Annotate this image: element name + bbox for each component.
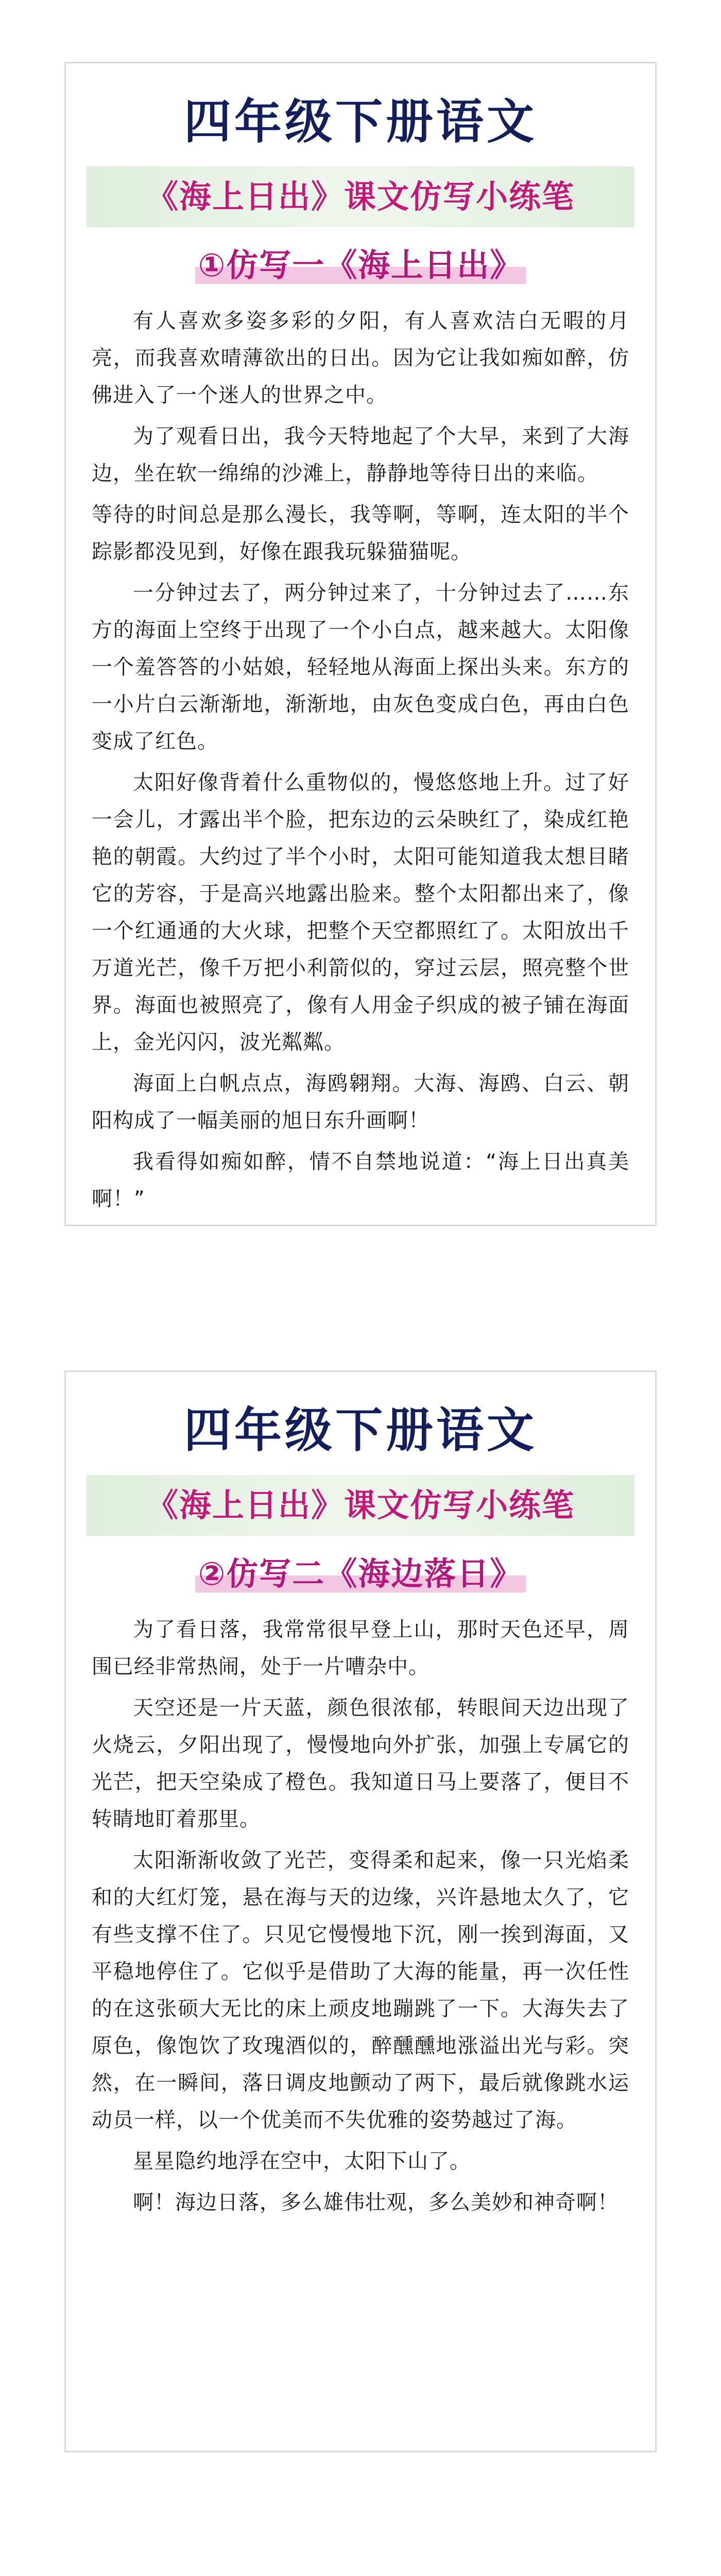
essay-paragraph: 太阳渐渐收敛了光芒，变得柔和起来，像一只光焰柔和的大红灯笼，悬在海与天的边缘，兴许悬地太久了，它有些支撑不住了。只见它慢慢地下沉，刚一挨到海面，又平稳地停住了。它似乎是借助了大海的能量，再一次任性的在这张硕大无比的床上顽皮地蹦跳了一下。大海失去了原色，像饱饮了玫瑰酒似的，醉醺醺地涨溢出光与彩。突然，在一瞬间，落日调皮地颤动了两下，最后就像跳水运动员一样，以一个优美而不失优雅的姿势越过了海。 [92,1849,629,2132]
exercise-subtitle-text: ①仿写一《海上日出》 [195,246,526,284]
worksheet-1 [64,62,657,1226]
essay-paragraph: 太阳好像背着什么重物似的，慢悠悠地上升。过了好一会儿，才露出半个脸，把东边的云朵映红了，染成红艳艳的朝霞。大约过了半个小时，太阳可能知道我太想目睹它的芳容，于是高兴地露出脸来。整个太阳都出来了，像一个红通通的大火球，把整个天空都照红了。太阳放出千万道光芒，像千万把小利箭似的，穿过云层，照亮整个世界。海面也被照亮了，像有人用金子织成的被子铺在海面上，金光闪闪，波光粼粼。 [92,771,629,1054]
exercise-subtitle [66,243,655,288]
essay-paragraph: 一分钟过去了，两分钟过来了，十分钟过去了……东方的海面上空终于出现了一个小白点，越来越大。太阳像一个羞答答的小姑娘，轻轻地从海面上探出头来。东方的一小片白云渐渐地，渐渐地，由灰色变成白色，再由白色变成了红色。 [92,581,629,753]
exercise-subtitle [66,1551,655,1597]
essay-paragraph: 为了观看日出，我今天特地起了个大早，来到了大海边，坐在软一绵绵的沙滩上，静静地等待日出的来临。 [92,425,629,485]
exercise-subtitle-text: ②仿写二《海边落日》 [195,1555,526,1592]
essay-body [66,1597,655,2246]
essay-paragraph: 有人喜欢多姿多彩的夕阳，有人喜欢洁白无暇的月亮，而我喜欢晴薄欲出的日出。因为它让我如痴如醉，仿佛进入了一个迷人的世界之中。 [92,309,629,407]
lesson-banner: 《海上日出》课文仿写小练笔 [87,166,634,227]
worksheet-2 [64,1370,657,2452]
essay-paragraph: 我看得如痴如醉，情不自禁地说道：“海上日出真美啊！” [92,1150,629,1211]
essay-paragraph: 天空还是一片天蓝，颜色很浓郁，转眼间天边出现了火烧云，夕阳出现了，慢慢地向外扩张，加强上专属它的光芒，把天空染成了橙色。我知道日马上要落了，便目不转睛地盯着那里。 [92,1696,629,1831]
essay-paragraph: 啊！海边日落，多么雄伟壮观，多么美妙和神奇啊！ [133,2191,619,2214]
grade-title: 四年级下册语文 [183,94,537,149]
lesson-banner: 《海上日出》课文仿写小练笔 [87,1475,634,1536]
grade-title: 四年级下册语文 [183,1402,537,1458]
essay-paragraph: 为了看日落，我常常很早登上山，那时天色还早，周围已经非常热闹，处于一片嘈杂中。 [92,1618,629,1679]
essay-paragraph: 海面上白帆点点，海鸥翱翔。大海、海鸥、白云、朝阳构成了一幅美丽的旭日东升画啊！ [92,1072,629,1132]
essay-paragraph: 星星隐约地浮在空中，太阳下山了。 [133,2149,471,2173]
essay-body [66,288,655,1242]
essay-paragraph: 等待的时间总是那么漫长，我等啊，等啊，连太阳的半个踪影都没见到，好像在跟我玩躲猫猫呢。 [92,503,629,564]
